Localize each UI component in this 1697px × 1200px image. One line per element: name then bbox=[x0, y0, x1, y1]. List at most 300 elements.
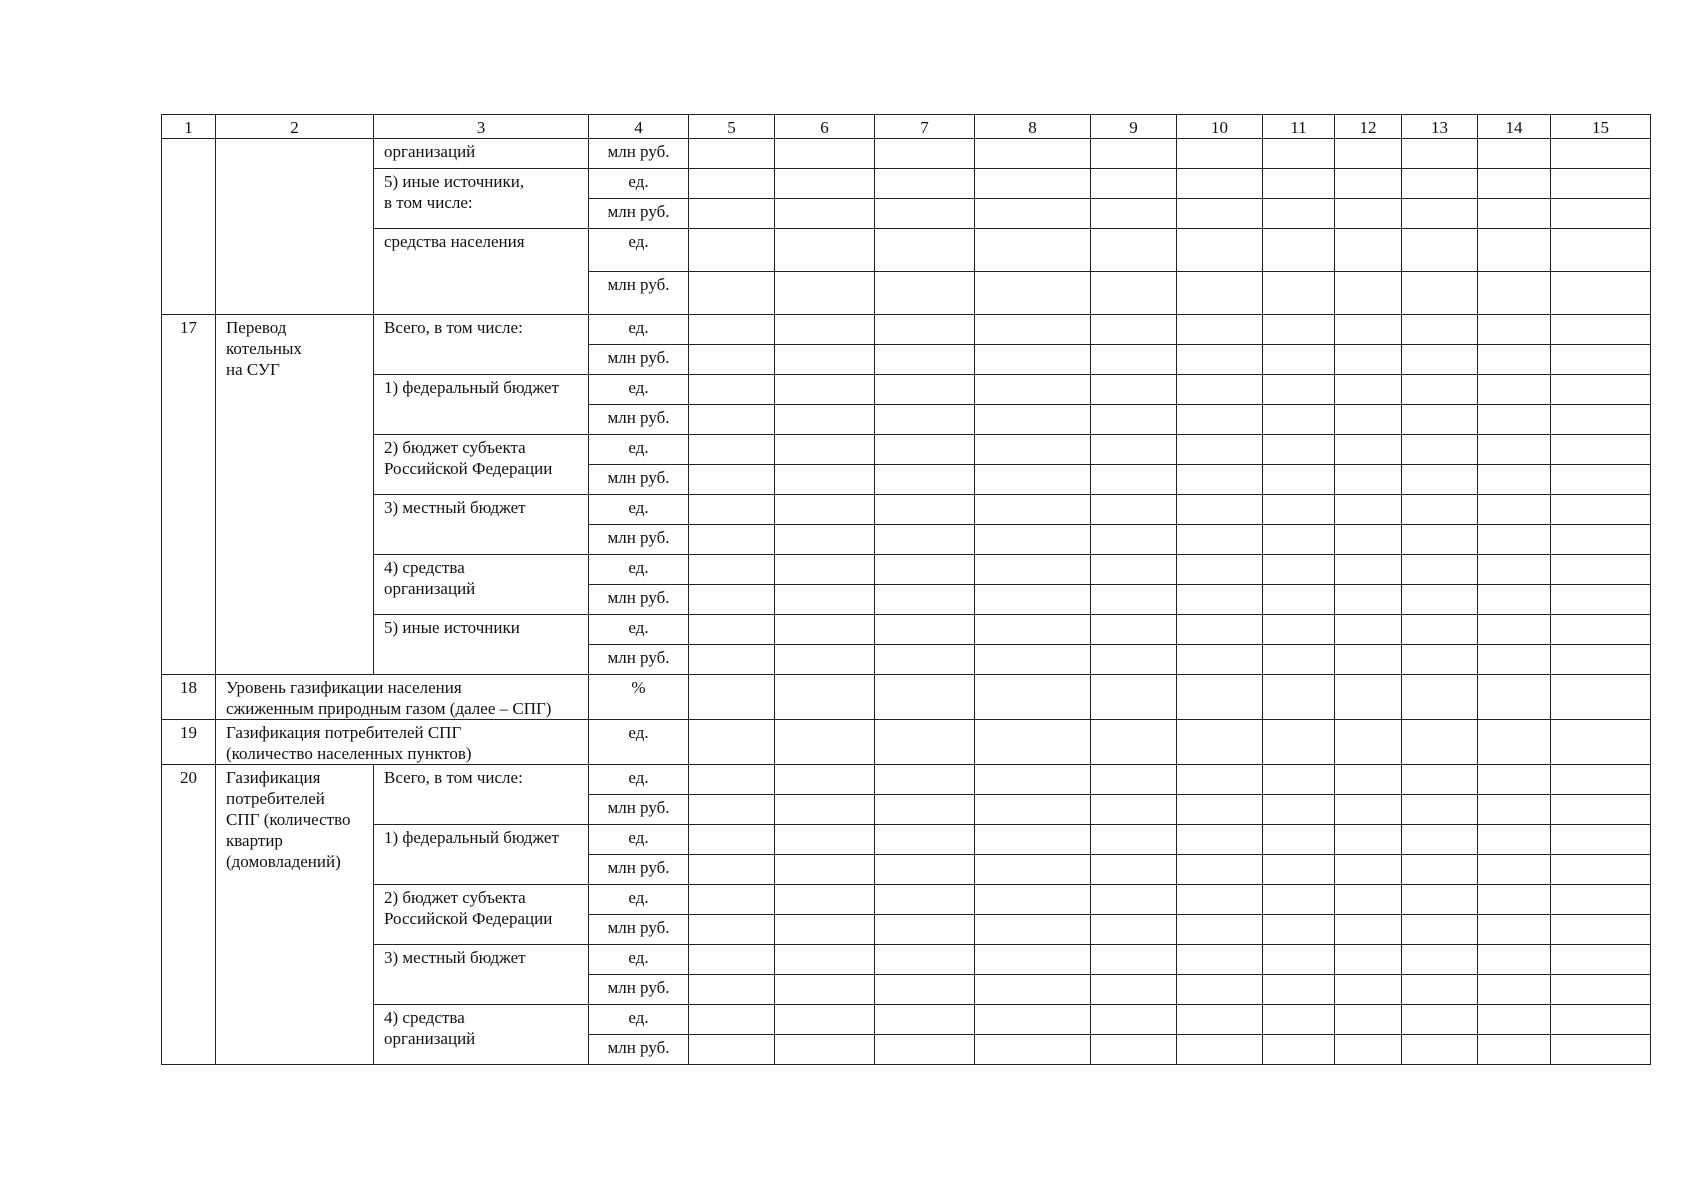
value-cell bbox=[1177, 675, 1263, 720]
column-number-9: 9 bbox=[1091, 115, 1177, 139]
value-cell bbox=[689, 199, 775, 229]
value-cell bbox=[975, 495, 1091, 525]
value-cell bbox=[1177, 525, 1263, 555]
value-cell bbox=[1263, 675, 1335, 720]
table-row bbox=[162, 139, 1651, 169]
value-cell bbox=[1335, 169, 1402, 199]
value-cell bbox=[1091, 525, 1177, 555]
table-row bbox=[162, 315, 1651, 345]
column-number-8: 8 bbox=[975, 115, 1091, 139]
value-cell bbox=[1263, 855, 1335, 885]
column-number-7: 7 bbox=[875, 115, 975, 139]
value-cell bbox=[1335, 555, 1402, 585]
value-cell bbox=[775, 1035, 875, 1065]
value-cell bbox=[1177, 855, 1263, 885]
value-cell bbox=[689, 720, 775, 765]
value-cell bbox=[1263, 645, 1335, 675]
value-cell bbox=[1402, 435, 1478, 465]
description-cell: Всего, в том числе: bbox=[374, 315, 589, 375]
value-cell bbox=[1551, 675, 1651, 720]
value-cell bbox=[1402, 525, 1478, 555]
value-cell bbox=[1177, 199, 1263, 229]
value-cell bbox=[775, 675, 875, 720]
value-cell bbox=[1551, 825, 1651, 855]
value-cell bbox=[1263, 315, 1335, 345]
unit-cell: ед. bbox=[589, 945, 689, 975]
column-number-14: 14 bbox=[1478, 115, 1551, 139]
value-cell bbox=[1177, 825, 1263, 855]
unit-cell: млн руб. bbox=[589, 405, 689, 435]
value-cell bbox=[1177, 795, 1263, 825]
value-cell bbox=[1091, 229, 1177, 272]
unit-cell: ед. bbox=[589, 375, 689, 405]
table-row bbox=[162, 765, 1651, 795]
value-cell bbox=[1402, 272, 1478, 315]
value-cell bbox=[975, 675, 1091, 720]
column-number-5: 5 bbox=[689, 115, 775, 139]
value-cell bbox=[1478, 465, 1551, 495]
value-cell bbox=[1263, 345, 1335, 375]
value-cell bbox=[875, 139, 975, 169]
value-cell bbox=[1177, 169, 1263, 199]
value-cell bbox=[1335, 405, 1402, 435]
value-cell bbox=[1177, 915, 1263, 945]
value-cell bbox=[1478, 139, 1551, 169]
table-row bbox=[162, 615, 1651, 645]
value-cell bbox=[1478, 1035, 1551, 1065]
unit-cell: ед. bbox=[589, 615, 689, 645]
value-cell bbox=[689, 825, 775, 855]
value-cell bbox=[1402, 1005, 1478, 1035]
value-cell bbox=[975, 975, 1091, 1005]
value-cell bbox=[1091, 495, 1177, 525]
unit-cell: млн руб. bbox=[589, 465, 689, 495]
unit-cell: млн руб. bbox=[589, 975, 689, 1005]
value-cell bbox=[875, 615, 975, 645]
value-cell bbox=[775, 272, 875, 315]
value-cell bbox=[689, 405, 775, 435]
value-cell bbox=[689, 615, 775, 645]
value-cell bbox=[875, 915, 975, 945]
value-cell bbox=[689, 765, 775, 795]
value-cell bbox=[775, 375, 875, 405]
description-cell: 4) средства организаций bbox=[374, 555, 589, 615]
column-number-11: 11 bbox=[1263, 115, 1335, 139]
value-cell bbox=[1335, 315, 1402, 345]
value-cell bbox=[1263, 375, 1335, 405]
value-cell bbox=[1177, 435, 1263, 465]
description-cell: организаций bbox=[374, 139, 589, 169]
value-cell bbox=[1551, 435, 1651, 465]
value-cell bbox=[1402, 495, 1478, 525]
value-cell bbox=[1478, 675, 1551, 720]
value-cell bbox=[1402, 825, 1478, 855]
value-cell bbox=[1402, 615, 1478, 645]
value-cell bbox=[1335, 720, 1402, 765]
value-cell bbox=[975, 885, 1091, 915]
value-cell bbox=[689, 525, 775, 555]
value-cell bbox=[775, 720, 875, 765]
value-cell bbox=[775, 139, 875, 169]
value-cell bbox=[1091, 975, 1177, 1005]
description-cell: Перевод котельных на СУГ bbox=[216, 315, 374, 675]
value-cell bbox=[875, 885, 975, 915]
value-cell bbox=[875, 315, 975, 345]
value-cell bbox=[1263, 229, 1335, 272]
value-cell bbox=[1335, 915, 1402, 945]
value-cell bbox=[975, 199, 1091, 229]
row-number-cell: 19 bbox=[162, 720, 216, 765]
row-number-cell bbox=[162, 139, 216, 315]
value-cell bbox=[1402, 199, 1478, 229]
description-cell: Газификация потребителей СПГ (количество населенных пунктов) bbox=[216, 720, 589, 765]
table-row bbox=[162, 825, 1651, 855]
value-cell bbox=[975, 345, 1091, 375]
description-cell: 5) иные источники, в том числе: bbox=[374, 169, 589, 229]
value-cell bbox=[975, 465, 1091, 495]
value-cell bbox=[1478, 855, 1551, 885]
value-cell bbox=[689, 945, 775, 975]
value-cell bbox=[875, 555, 975, 585]
value-cell bbox=[1263, 272, 1335, 315]
value-cell bbox=[689, 795, 775, 825]
value-cell bbox=[1177, 1005, 1263, 1035]
value-cell bbox=[1551, 139, 1651, 169]
value-cell bbox=[775, 525, 875, 555]
description-cell: 3) местный бюджет bbox=[374, 945, 589, 1005]
value-cell bbox=[1551, 405, 1651, 435]
value-cell bbox=[1551, 615, 1651, 645]
value-cell bbox=[775, 885, 875, 915]
description-cell: 4) средства организаций bbox=[374, 1005, 589, 1065]
value-cell bbox=[689, 645, 775, 675]
value-cell bbox=[975, 315, 1091, 345]
value-cell bbox=[689, 139, 775, 169]
value-cell bbox=[775, 435, 875, 465]
value-cell bbox=[1335, 229, 1402, 272]
unit-cell: млн руб. bbox=[589, 855, 689, 885]
value-cell bbox=[1402, 139, 1478, 169]
value-cell bbox=[1177, 975, 1263, 1005]
value-cell bbox=[1091, 885, 1177, 915]
value-cell bbox=[775, 1005, 875, 1035]
value-cell bbox=[875, 645, 975, 675]
value-cell bbox=[1551, 765, 1651, 795]
value-cell bbox=[1551, 525, 1651, 555]
value-cell bbox=[1402, 645, 1478, 675]
value-cell bbox=[1402, 229, 1478, 272]
value-cell bbox=[1177, 645, 1263, 675]
value-cell bbox=[1091, 375, 1177, 405]
value-cell bbox=[1478, 495, 1551, 525]
value-cell bbox=[1177, 495, 1263, 525]
value-cell bbox=[1091, 675, 1177, 720]
description-cell: средства населения bbox=[374, 229, 589, 315]
value-cell bbox=[875, 720, 975, 765]
value-cell bbox=[1177, 1035, 1263, 1065]
value-cell bbox=[1177, 272, 1263, 315]
value-cell bbox=[689, 495, 775, 525]
value-cell bbox=[975, 375, 1091, 405]
unit-cell: ед. bbox=[589, 555, 689, 585]
table-row bbox=[162, 375, 1651, 405]
value-cell bbox=[1551, 272, 1651, 315]
value-cell bbox=[1335, 795, 1402, 825]
value-cell bbox=[775, 915, 875, 945]
description-cell: 5) иные источники bbox=[374, 615, 589, 675]
value-cell bbox=[1263, 1005, 1335, 1035]
value-cell bbox=[1335, 345, 1402, 375]
value-cell bbox=[875, 345, 975, 375]
value-cell bbox=[1478, 1005, 1551, 1035]
value-cell bbox=[1478, 915, 1551, 945]
value-cell bbox=[775, 585, 875, 615]
value-cell bbox=[1177, 229, 1263, 272]
value-cell bbox=[1478, 229, 1551, 272]
value-cell bbox=[1551, 555, 1651, 585]
unit-cell: ед. bbox=[589, 720, 689, 765]
value-cell bbox=[875, 825, 975, 855]
value-cell bbox=[1335, 199, 1402, 229]
value-cell bbox=[775, 555, 875, 585]
value-cell bbox=[1402, 675, 1478, 720]
value-cell bbox=[1177, 945, 1263, 975]
value-cell bbox=[1478, 585, 1551, 615]
value-cell bbox=[1091, 615, 1177, 645]
value-cell bbox=[1335, 525, 1402, 555]
description-cell: Газификация потребителей СПГ (количество квартир (домовладений) bbox=[216, 765, 374, 1065]
value-cell bbox=[1478, 765, 1551, 795]
value-cell bbox=[1177, 720, 1263, 765]
value-cell bbox=[1177, 375, 1263, 405]
value-cell bbox=[1478, 315, 1551, 345]
unit-cell: млн руб. bbox=[589, 139, 689, 169]
column-number-12: 12 bbox=[1335, 115, 1402, 139]
value-cell bbox=[689, 465, 775, 495]
value-cell bbox=[775, 315, 875, 345]
value-cell bbox=[775, 945, 875, 975]
value-cell bbox=[1335, 1005, 1402, 1035]
value-cell bbox=[689, 885, 775, 915]
column-number-2: 2 bbox=[216, 115, 374, 139]
table-row bbox=[162, 229, 1651, 272]
column-number-10: 10 bbox=[1177, 115, 1263, 139]
value-cell bbox=[1177, 465, 1263, 495]
value-cell bbox=[689, 915, 775, 945]
description-cell: 2) бюджет субъекта Российской Федерации bbox=[374, 885, 589, 945]
unit-cell: млн руб. bbox=[589, 345, 689, 375]
value-cell bbox=[975, 795, 1091, 825]
description-cell bbox=[216, 139, 374, 315]
value-cell bbox=[1551, 169, 1651, 199]
column-number-1: 1 bbox=[162, 115, 216, 139]
description-cell: 1) федеральный бюджет bbox=[374, 825, 589, 885]
value-cell bbox=[1263, 795, 1335, 825]
value-cell bbox=[1478, 825, 1551, 855]
value-cell bbox=[1335, 975, 1402, 1005]
value-cell bbox=[1478, 272, 1551, 315]
value-cell bbox=[689, 435, 775, 465]
value-cell bbox=[1335, 645, 1402, 675]
value-cell bbox=[775, 975, 875, 1005]
value-cell bbox=[1091, 795, 1177, 825]
unit-cell: ед. bbox=[589, 169, 689, 199]
value-cell bbox=[1263, 1035, 1335, 1065]
value-cell bbox=[875, 585, 975, 615]
value-cell bbox=[875, 229, 975, 272]
value-cell bbox=[1402, 585, 1478, 615]
value-cell bbox=[975, 825, 1091, 855]
value-cell bbox=[775, 615, 875, 645]
value-cell bbox=[775, 169, 875, 199]
value-cell bbox=[1091, 405, 1177, 435]
value-cell bbox=[1263, 615, 1335, 645]
value-cell bbox=[1402, 375, 1478, 405]
value-cell bbox=[1335, 615, 1402, 645]
value-cell bbox=[1478, 435, 1551, 465]
unit-cell: ед. bbox=[589, 315, 689, 345]
value-cell bbox=[689, 229, 775, 272]
value-cell bbox=[775, 855, 875, 885]
value-cell bbox=[975, 855, 1091, 885]
value-cell bbox=[1478, 720, 1551, 765]
value-cell bbox=[1402, 1035, 1478, 1065]
value-cell bbox=[975, 945, 1091, 975]
value-cell bbox=[1478, 795, 1551, 825]
value-cell bbox=[1263, 555, 1335, 585]
value-cell bbox=[875, 199, 975, 229]
value-cell bbox=[1263, 465, 1335, 495]
value-cell bbox=[1551, 795, 1651, 825]
value-cell bbox=[1263, 825, 1335, 855]
description-cell: 2) бюджет субъекта Российской Федерации bbox=[374, 435, 589, 495]
value-cell bbox=[1478, 645, 1551, 675]
value-cell bbox=[1551, 495, 1651, 525]
value-cell bbox=[1177, 765, 1263, 795]
value-cell bbox=[1478, 555, 1551, 585]
column-number-4: 4 bbox=[589, 115, 689, 139]
value-cell bbox=[1335, 1035, 1402, 1065]
value-cell bbox=[1091, 345, 1177, 375]
value-cell bbox=[775, 345, 875, 375]
value-cell bbox=[1551, 915, 1651, 945]
value-cell bbox=[1177, 885, 1263, 915]
value-cell bbox=[1402, 855, 1478, 885]
value-cell bbox=[1402, 345, 1478, 375]
value-cell bbox=[689, 1035, 775, 1065]
unit-cell: ед. bbox=[589, 229, 689, 272]
value-cell bbox=[1091, 435, 1177, 465]
value-cell bbox=[1263, 525, 1335, 555]
value-cell bbox=[689, 675, 775, 720]
value-cell bbox=[1335, 435, 1402, 465]
value-cell bbox=[775, 765, 875, 795]
value-cell bbox=[975, 405, 1091, 435]
value-cell bbox=[1263, 199, 1335, 229]
value-cell bbox=[875, 272, 975, 315]
table-row bbox=[162, 495, 1651, 525]
value-cell bbox=[775, 495, 875, 525]
value-cell bbox=[1478, 199, 1551, 229]
value-cell bbox=[775, 825, 875, 855]
value-cell bbox=[1551, 585, 1651, 615]
value-cell bbox=[1402, 945, 1478, 975]
value-cell bbox=[975, 765, 1091, 795]
value-cell bbox=[875, 465, 975, 495]
unit-cell: ед. bbox=[589, 765, 689, 795]
value-cell bbox=[1551, 375, 1651, 405]
value-cell bbox=[1551, 855, 1651, 885]
unit-cell: млн руб. bbox=[589, 199, 689, 229]
unit-cell: млн руб. bbox=[589, 795, 689, 825]
table-row bbox=[162, 435, 1651, 465]
value-cell bbox=[975, 435, 1091, 465]
value-cell bbox=[689, 315, 775, 345]
value-cell bbox=[689, 375, 775, 405]
table-row bbox=[162, 720, 1651, 765]
value-cell bbox=[1551, 1035, 1651, 1065]
value-cell bbox=[1177, 139, 1263, 169]
value-cell bbox=[1402, 765, 1478, 795]
value-cell bbox=[1091, 199, 1177, 229]
value-cell bbox=[975, 720, 1091, 765]
value-cell bbox=[875, 169, 975, 199]
value-cell bbox=[1091, 915, 1177, 945]
value-cell bbox=[1263, 495, 1335, 525]
value-cell bbox=[1091, 855, 1177, 885]
value-cell bbox=[1335, 825, 1402, 855]
value-cell bbox=[1551, 229, 1651, 272]
value-cell bbox=[1335, 375, 1402, 405]
value-cell bbox=[689, 585, 775, 615]
value-cell bbox=[975, 555, 1091, 585]
value-cell bbox=[1263, 915, 1335, 945]
value-cell bbox=[1263, 405, 1335, 435]
unit-cell: % bbox=[589, 675, 689, 720]
value-cell bbox=[1263, 585, 1335, 615]
value-cell bbox=[975, 525, 1091, 555]
value-cell bbox=[1402, 885, 1478, 915]
value-cell bbox=[1478, 945, 1551, 975]
row-number-cell: 18 bbox=[162, 675, 216, 720]
value-cell bbox=[975, 915, 1091, 945]
unit-cell: ед. bbox=[589, 1005, 689, 1035]
value-cell bbox=[1335, 495, 1402, 525]
value-cell bbox=[1091, 645, 1177, 675]
value-cell bbox=[689, 169, 775, 199]
value-cell bbox=[1335, 465, 1402, 495]
value-cell bbox=[875, 405, 975, 435]
description-cell: Всего, в том числе: bbox=[374, 765, 589, 825]
value-cell bbox=[775, 795, 875, 825]
value-cell bbox=[1478, 975, 1551, 1005]
value-cell bbox=[1091, 1035, 1177, 1065]
row-number-cell: 17 bbox=[162, 315, 216, 675]
column-number-15: 15 bbox=[1551, 115, 1651, 139]
value-cell bbox=[1402, 555, 1478, 585]
unit-cell: млн руб. bbox=[589, 525, 689, 555]
table-row bbox=[162, 885, 1651, 915]
value-cell bbox=[875, 525, 975, 555]
table-row bbox=[162, 169, 1651, 199]
value-cell bbox=[1551, 315, 1651, 345]
value-cell bbox=[975, 615, 1091, 645]
value-cell bbox=[1551, 1005, 1651, 1035]
value-cell bbox=[1091, 169, 1177, 199]
value-cell bbox=[1263, 720, 1335, 765]
value-cell bbox=[1551, 345, 1651, 375]
value-cell bbox=[1091, 825, 1177, 855]
